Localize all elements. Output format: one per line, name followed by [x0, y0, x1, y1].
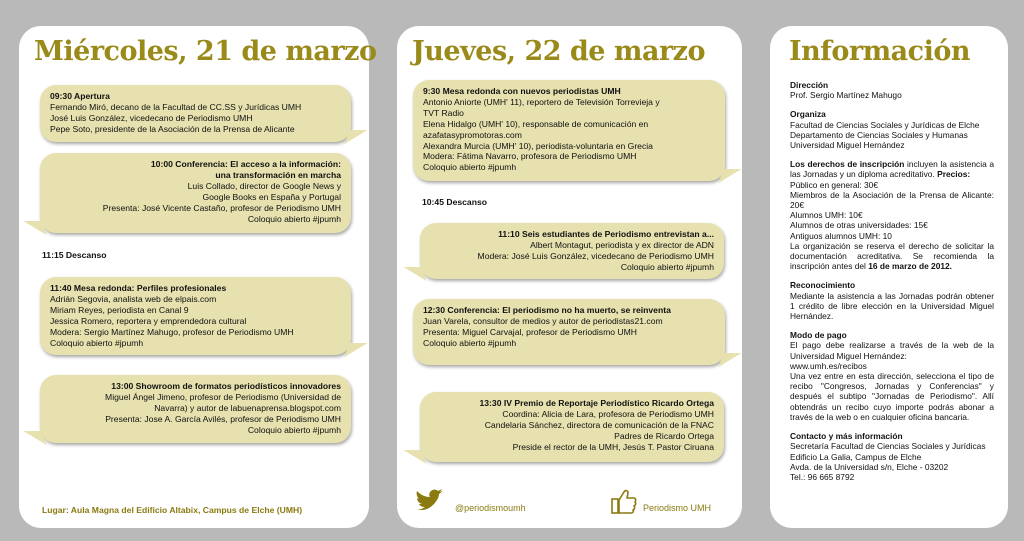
session-mesa-redonda: 11:40 Mesa redonda: Perfiles profesionales Adrián Segovia, analista web de elpais.com Miriam Reyes, periodista en Canal 9 Jessica Romero, reportera y emprendedora cultural Modera: Sergio Martínez Mahugo, profesor de Periodismo UMH Coloquio abierto #jpumh: [40, 277, 351, 355]
contacto-line: Avda. de la Universidad s/n, Elche - 03202: [790, 461, 949, 472]
lugar-text: Lugar: Aula Magna del Edificio Altabix, Campus de Elche (UMH): [42, 505, 303, 515]
precio-line: Miembros de la Asociación de la Prensa de Alicante: 20€: [790, 189, 994, 211]
twitter-bird-icon: [414, 489, 448, 515]
organiza-line: Departamento de Ciencias Sociales y Humanas: [790, 129, 968, 140]
contacto-line: Tel.: 96 665 8792: [790, 471, 855, 482]
derechos-block: [790, 159, 994, 271]
direccion-text: Prof. Sergio Martínez Mahugo: [790, 90, 902, 101]
precio-line: Antiguos alumnos UMH: 10: [790, 230, 892, 241]
contacto-line: Secretaría Facultad de Ciencias Sociales y Jurídicas: [790, 441, 986, 452]
pago-link[interactable]: www.umh.es/recibos: [790, 360, 867, 371]
session-conferencia-google: 10:00 Conferencia: El acceso a la información: una transformación en marcha Luis Collado, director de Google News y Google Books en España y Portugal Presenta: José Vicente Castaño, profesor de Periodismo UMH Coloquio abierto #jpumh: [40, 153, 351, 233]
precios-heading: Precios:: [937, 169, 971, 180]
organiza-block: [790, 109, 994, 150]
contacto-block: [790, 431, 994, 482]
direccion-block: [790, 80, 994, 100]
info-title: Información: [789, 36, 971, 67]
organiza-line: Universidad Miguel Hernández: [790, 140, 905, 151]
pago-block: [790, 330, 994, 422]
facebook-like-icon: [611, 487, 637, 515]
organiza-line: Facultad de Ciencias Sociales y Jurídicas de Elche: [790, 119, 980, 130]
reconocimiento-heading: Reconocimiento: [790, 280, 856, 291]
derechos-heading: Los derechos de inscripción: [790, 159, 905, 170]
contacto-line: Edificio La Galia, Campus de Elche: [790, 451, 922, 462]
twitter-handle[interactable]: @periodismoumh: [455, 503, 526, 513]
precio-line: Alumnos UMH: 10€: [790, 210, 863, 221]
session-nuevos-periodistas: 9:30 Mesa redonda con nuevos periodistas UMH Antonio Aniorte (UMH' 11), reportero de Televisión Torrevieja y TVT Radio Elena Hidalgo (UMH' 10), responsable de comunicación en azafatasypromotoras.com Alexandra Murcia (UMH' 10), periodista-voluntaria en Grecia Modera: Fátima Navarro, profesora de Periodismo UMH Coloquio abierto #jpumh: [413, 80, 725, 181]
fecha-limite: 16 de marzo de 2012.: [868, 261, 953, 272]
wednesday-title: Miércoles, 21 de marzo: [34, 36, 377, 67]
pago-text: El pago debe realizarse a través de la web de la Universidad Miguel Hernández:: [790, 340, 994, 361]
info-body: [790, 80, 994, 491]
reconocimiento-block: [790, 280, 994, 321]
precio-line: Público en general: 30€: [790, 179, 879, 190]
session-apertura: 09:30 Apertura Fernando Miró, decano de la Facultad de CC.SS y Jurídicas UMH José Luis González, vicedecano de Periodismo UMH Pepe Soto, presidente de la Asociación de la Prensa de Alicante: [40, 85, 351, 142]
descanso-1045: 10:45 Descanso: [422, 197, 487, 207]
pago-heading: Modo de pago: [790, 330, 847, 341]
pago-text: Una vez entre en esta dirección, selecciona el tipo de recibo "Congresos, Jornadas y Conferencias" y después el subtipo "Jornadas de Periodismo". Allí obtendrás un recibo cuyo importe podrás abonar a través de la web o en cualquier oficina bancaria.: [790, 371, 994, 422]
descanso-1115: 11:15 Descanso: [42, 250, 107, 260]
session-estudiantes-entrevistan: 11:10 Seis estudiantes de Periodismo entrevistan a... Albert Montagut, periodista y ex director de ADN Modera: José Luis González, vicedecano de Periodismo UMH Coloquio abierto #jpumh: [420, 223, 724, 279]
session-showroom: 13:00 Showroom de formatos periodísticos innovadores Miguel Ángel Jimeno, profesor de Periodismo (Universidad de Navarra) y autor de labuenaprensa.blogspot.com Presenta: Jose A. García Avilés, profesor de Periodismo UMH Coloquio abierto #jpumh: [40, 375, 351, 443]
reconocimiento-text: Mediante la asistencia a las Jornadas podrán obtener 1 crédito de libre elección en la Universidad Miguel Hernández.: [790, 290, 994, 322]
session-premio-ortega: 13:30 IV Premio de Reportaje Periodístico Ricardo Ortega Coordina: Alicia de Lara, profesora de Periodismo UMH Candelaria Sánchez, directora de comunicación de la FNAC Padres de Ricardo Ortega Preside el rector de la UMH, Jesús T. Pastor Ciruana: [420, 392, 724, 462]
derechos-text-2: La organización se reserva el derecho de solicitar la documentación acreditativa. Se recomienda la inscripción antes del: [790, 240, 994, 272]
direccion-heading: Dirección: [790, 80, 829, 90]
contacto-heading: Contacto y más información: [790, 431, 903, 442]
precio-line: Alumnos de otras universidades: 15€: [790, 220, 928, 231]
thursday-title: Jueves, 22 de marzo: [412, 36, 706, 67]
facebook-page[interactable]: Periodismo UMH: [643, 503, 712, 513]
session-conferencia-periodismo: 12:30 Conferencia: El periodismo no ha muerto, se reinventa Juan Varela, consultor de medios y autor de periodistas21.com Presenta: Miguel Carvajal, profesor de Periodismo UMH Coloquio abierto #jpumh: [413, 299, 725, 365]
derechos-text: incluyen la asistencia a las Jornadas y un diploma acreditativo.: [790, 159, 995, 180]
organiza-heading: Organiza: [790, 109, 826, 120]
